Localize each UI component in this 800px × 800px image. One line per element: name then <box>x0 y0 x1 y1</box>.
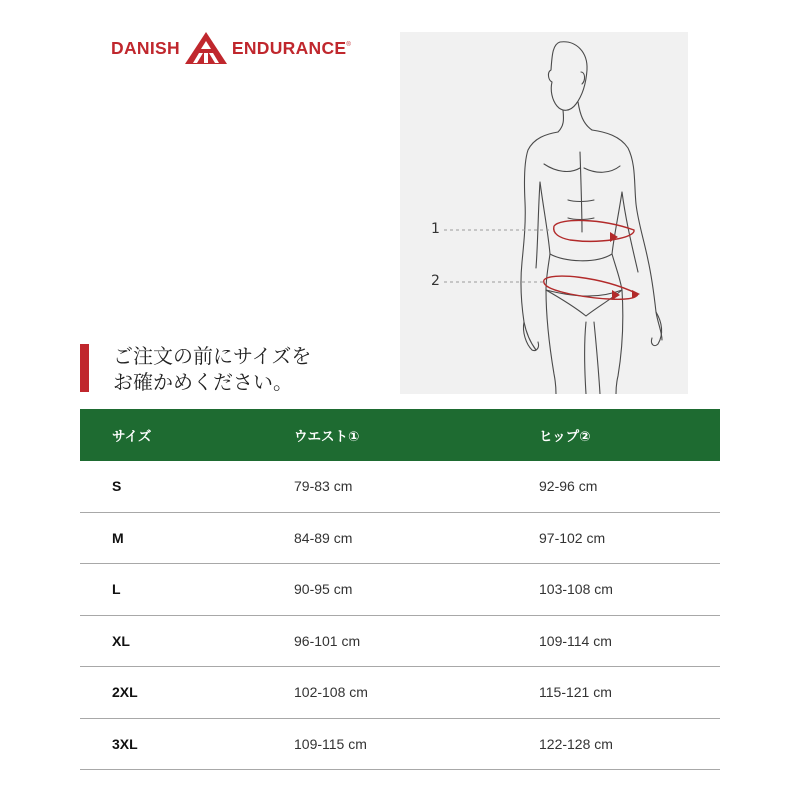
notice-line-2: お確かめください。 <box>113 370 293 394</box>
brand-logo <box>111 30 351 66</box>
hip-cell: 97-102 cm <box>539 529 606 546</box>
size-cell: L <box>112 581 121 598</box>
table-row <box>80 616 720 668</box>
waist-cell: 102-108 cm <box>294 684 368 701</box>
waist-cell: 79-83 cm <box>294 478 353 495</box>
table-row <box>80 461 720 513</box>
measurement-label-1: 1 <box>431 221 440 237</box>
waist-cell: 96-101 cm <box>294 632 361 649</box>
brand-name-right: ENDURANCE <box>231 37 347 58</box>
waist-cell: 90-95 cm <box>294 581 353 598</box>
table-row <box>80 719 720 771</box>
size-cell: S <box>112 478 122 495</box>
trademark-symbol: ® <box>346 42 352 48</box>
notice-line-1: ご注文の前にサイズを <box>113 344 312 368</box>
hip-cell: 103-108 cm <box>539 581 613 598</box>
male-body-measurement-icon <box>400 32 688 394</box>
size-cell: XL <box>112 632 130 649</box>
hip-cell: 122-128 cm <box>539 735 613 752</box>
size-table <box>80 409 720 770</box>
size-cell: M <box>112 529 124 546</box>
header-size: サイズ <box>112 429 152 445</box>
notice-text <box>113 343 453 395</box>
hip-cell: 115-121 cm <box>539 684 612 701</box>
header-waist: ウエスト① <box>294 429 360 445</box>
waist-cell: 84-89 cm <box>294 529 353 546</box>
size-cell: 2XL <box>112 684 138 701</box>
hip-cell: 109-114 cm <box>539 632 612 649</box>
table-row <box>80 564 720 616</box>
table-row <box>80 513 720 565</box>
header-hip: ヒップ② <box>539 429 591 445</box>
table-row <box>80 667 720 719</box>
mountain-logo-icon <box>183 30 229 66</box>
measurement-label-2: 2 <box>431 273 440 289</box>
waist-cell: 109-115 cm <box>294 735 367 752</box>
notice-accent-bar <box>80 344 89 392</box>
hip-cell: 92-96 cm <box>539 478 598 495</box>
brand-name-left: DANISH <box>111 37 180 58</box>
size-cell: 3XL <box>112 735 138 752</box>
measurement-figure <box>400 32 688 394</box>
table-header <box>80 409 720 461</box>
